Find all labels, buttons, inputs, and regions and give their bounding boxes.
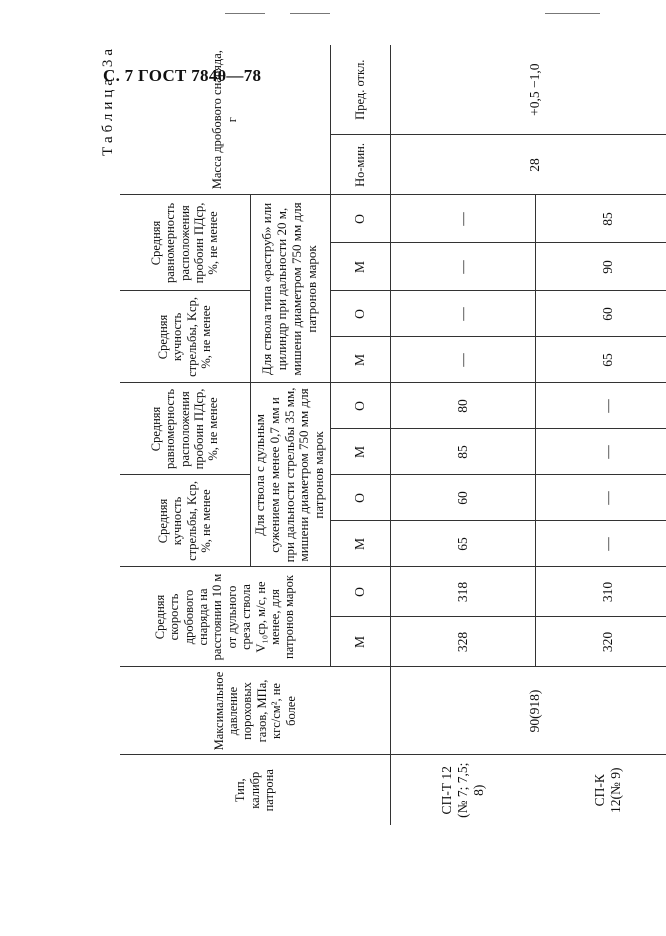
row1-p2-m: — bbox=[390, 243, 535, 291]
col-head-pressure: Максимальное давление пороховых газов, МПа, кгс/см², не более bbox=[120, 667, 390, 755]
scan-artifact bbox=[290, 13, 330, 14]
row1-vel-m: 328 bbox=[390, 617, 535, 667]
row1-k1-m: 65 bbox=[390, 521, 535, 567]
condition-choke: Для ствола с дульным сужением не менее 0,7 мм и при дальности стрельбы 35 мм, мишени диаметром 750 мм для патронов марок bbox=[250, 383, 330, 567]
subhead-mass-tol: Пред. откл. bbox=[330, 45, 390, 135]
subhead-vel-m: М bbox=[330, 617, 390, 667]
col-head-type: Тип, калибр патрона bbox=[120, 755, 390, 825]
col-head-ravn-1: Средняя равномерность расположения пробоин ПДср, %, не менее bbox=[120, 383, 250, 475]
row1-p2-o: — bbox=[390, 195, 535, 243]
row2-k1-m: — bbox=[535, 521, 666, 567]
row2-vel-m: 320 bbox=[535, 617, 666, 667]
col-head-mass: Масса дробового снаряда, г bbox=[120, 45, 330, 195]
row2-k1-o: — bbox=[535, 475, 666, 521]
row2-p1-m: — bbox=[535, 429, 666, 475]
row1-k1-o: 60 bbox=[390, 475, 535, 521]
page-header: С. 7 ГОСТ 7840—78 bbox=[103, 66, 262, 85]
subhead-p1-m: М bbox=[330, 429, 390, 475]
row2-k2-o: 60 bbox=[535, 291, 666, 337]
row1-p1-o: 80 bbox=[390, 383, 535, 429]
table-label: Таблица 3а bbox=[100, 45, 116, 156]
scan-artifact bbox=[225, 13, 265, 14]
row1-k2-m: — bbox=[390, 337, 535, 383]
row2-p2-m: 90 bbox=[535, 243, 666, 291]
col-head-velocity: Средняя скорость дробового снаряда на расстоянии 10 м от дульного среза ствола V₁₀ср, м/с, не менее, для патронов марок bbox=[120, 567, 330, 667]
pressure-value: 90(918) bbox=[390, 667, 666, 755]
subhead-p1-o: О bbox=[330, 383, 390, 429]
col-head-kuch-1: Средняя кучность стрельбы, Kср, %, не менее bbox=[120, 475, 250, 567]
condition-cylinder: Для ствола типа «раструб» или цилиндр при дальности 20 м, мишени диаметром 750 мм для патронов марок bbox=[250, 195, 330, 383]
mass-tolerance: +0,5 −1,0 bbox=[390, 45, 666, 135]
mass-nominal: 28 bbox=[390, 135, 666, 195]
row2-vel-o: 310 bbox=[535, 567, 666, 617]
rotated-table-area bbox=[100, 45, 666, 825]
row1-p1-m: 85 bbox=[390, 429, 535, 475]
subhead-k2-m: М bbox=[330, 337, 390, 383]
subhead-p2-m: М bbox=[330, 243, 390, 291]
subhead-k2-o: О bbox=[330, 291, 390, 337]
subhead-k1-o: О bbox=[330, 475, 390, 521]
row2-p1-o: — bbox=[535, 383, 666, 429]
subhead-mass-nom: Но-мин. bbox=[330, 135, 390, 195]
subhead-k1-m: М bbox=[330, 521, 390, 567]
subhead-vel-o: О bbox=[330, 567, 390, 617]
row-type-1: СП-Т 12 (№ 7; 7,5; 8) bbox=[390, 755, 535, 825]
col-head-ravn-2: Средняя равномерность расположения пробоин ПДср, %, не менее bbox=[120, 195, 250, 291]
row1-vel-o: 318 bbox=[390, 567, 535, 617]
row2-p2-o: 85 bbox=[535, 195, 666, 243]
data-table bbox=[120, 45, 666, 825]
row1-k2-o: — bbox=[390, 291, 535, 337]
row2-k2-m: 65 bbox=[535, 337, 666, 383]
scan-artifact bbox=[545, 13, 600, 14]
col-head-kuch-2: Средняя кучность стрельбы, Kср, %, не менее bbox=[120, 291, 250, 383]
row-type-2: СП-К 12(№ 9) bbox=[535, 755, 666, 825]
subhead-p2-o: О bbox=[330, 195, 390, 243]
